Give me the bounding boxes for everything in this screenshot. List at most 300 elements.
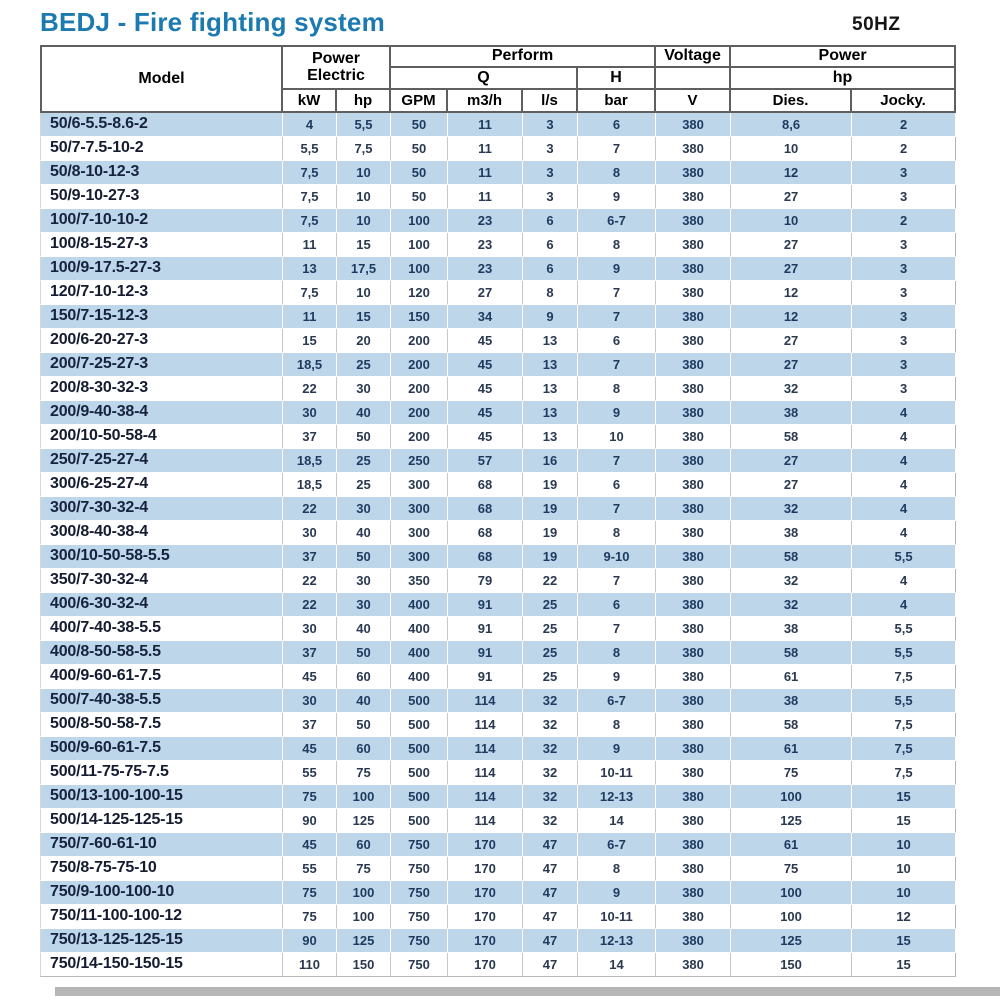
value-cell: 3 [523, 185, 578, 209]
model-cell: 100/8-15-27-3 [40, 233, 283, 257]
table-row [40, 569, 956, 593]
value-cell: 9 [578, 737, 656, 761]
table-row [40, 689, 956, 713]
table-row [40, 185, 956, 209]
value-cell: 9 [523, 305, 578, 329]
value-cell: 170 [448, 881, 523, 905]
value-cell: 7 [578, 617, 656, 641]
table-row [40, 497, 956, 521]
value-cell: 114 [448, 809, 523, 833]
value-cell: 5,5 [283, 137, 337, 161]
value-cell: 3 [523, 161, 578, 185]
value-cell: 22 [283, 593, 337, 617]
value-cell: 15 [852, 929, 956, 953]
table-row [40, 641, 956, 665]
value-cell: 380 [656, 209, 731, 233]
model-cell: 500/7-40-38-5.5 [40, 689, 283, 713]
value-cell: 8 [578, 377, 656, 401]
value-cell: 30 [283, 689, 337, 713]
value-cell: 75 [731, 761, 852, 785]
value-cell: 23 [448, 233, 523, 257]
value-cell: 75 [283, 881, 337, 905]
value-cell: 10 [337, 185, 391, 209]
table-row [40, 905, 956, 929]
value-cell: 7,5 [852, 761, 956, 785]
value-cell: 380 [656, 689, 731, 713]
value-cell: 400 [391, 617, 448, 641]
value-cell: 45 [448, 353, 523, 377]
value-cell: 4 [852, 401, 956, 425]
value-cell: 40 [337, 689, 391, 713]
value-cell: 3 [852, 305, 956, 329]
value-cell: 47 [523, 857, 578, 881]
value-cell: 60 [337, 833, 391, 857]
value-cell: 125 [337, 809, 391, 833]
value-cell: 380 [656, 281, 731, 305]
frequency-label: 50HZ [852, 14, 901, 35]
value-cell: 100 [337, 785, 391, 809]
value-cell: 75 [283, 905, 337, 929]
value-cell: 12 [852, 905, 956, 929]
value-cell: 30 [337, 497, 391, 521]
value-cell: 45 [283, 737, 337, 761]
col-header-q: Q [391, 68, 578, 90]
value-cell: 61 [731, 737, 852, 761]
pump-spec-table [40, 45, 956, 977]
value-cell: 18,5 [283, 473, 337, 497]
value-cell: 25 [523, 617, 578, 641]
value-cell: 34 [448, 305, 523, 329]
col-header-jocky: Jocky. [852, 90, 956, 113]
value-cell: 114 [448, 713, 523, 737]
value-cell: 3 [852, 257, 956, 281]
value-cell: 8 [578, 233, 656, 257]
table-row [40, 593, 956, 617]
value-cell: 38 [731, 401, 852, 425]
value-cell: 3 [852, 377, 956, 401]
model-cell: 750/14-150-150-15 [40, 953, 283, 977]
model-cell: 50/8-10-12-3 [40, 161, 283, 185]
value-cell: 25 [337, 353, 391, 377]
value-cell: 90 [283, 929, 337, 953]
table-row [40, 785, 956, 809]
model-cell: 150/7-15-12-3 [40, 305, 283, 329]
value-cell: 27 [731, 257, 852, 281]
model-cell: 200/9-40-38-4 [40, 401, 283, 425]
value-cell: 91 [448, 641, 523, 665]
value-cell: 2 [852, 137, 956, 161]
value-cell: 380 [656, 809, 731, 833]
value-cell: 380 [656, 329, 731, 353]
value-cell: 100 [731, 881, 852, 905]
value-cell: 45 [448, 425, 523, 449]
value-cell: 110 [283, 953, 337, 977]
value-cell: 750 [391, 953, 448, 977]
col-header-voltage: Voltage [656, 45, 731, 68]
value-cell: 7,5 [283, 161, 337, 185]
model-cell: 200/10-50-58-4 [40, 425, 283, 449]
table-row [40, 329, 956, 353]
value-cell: 22 [523, 569, 578, 593]
model-cell: 750/11-100-100-12 [40, 905, 283, 929]
value-cell: 750 [391, 881, 448, 905]
value-cell: 15 [852, 953, 956, 977]
value-cell: 380 [656, 761, 731, 785]
value-cell: 27 [731, 473, 852, 497]
value-cell: 200 [391, 353, 448, 377]
table-row [40, 401, 956, 425]
table-row [40, 929, 956, 953]
value-cell: 27 [731, 353, 852, 377]
value-cell: 380 [656, 641, 731, 665]
value-cell: 47 [523, 929, 578, 953]
value-cell: 61 [731, 665, 852, 689]
model-cell: 50/9-10-27-3 [40, 185, 283, 209]
value-cell: 9 [578, 257, 656, 281]
value-cell: 300 [391, 473, 448, 497]
value-cell: 10 [852, 857, 956, 881]
col-header-perform: Perform [391, 45, 656, 68]
value-cell: 32 [523, 689, 578, 713]
value-cell: 120 [391, 281, 448, 305]
value-cell: 125 [337, 929, 391, 953]
value-cell: 90 [283, 809, 337, 833]
value-cell: 2 [852, 209, 956, 233]
value-cell: 380 [656, 857, 731, 881]
value-cell: 11 [283, 233, 337, 257]
value-cell: 170 [448, 905, 523, 929]
value-cell: 13 [523, 353, 578, 377]
value-cell: 68 [448, 521, 523, 545]
value-cell: 75 [283, 785, 337, 809]
value-cell: 750 [391, 857, 448, 881]
col-header-power-hp-group: Power [731, 45, 956, 68]
value-cell: 10 [337, 161, 391, 185]
value-cell: 300 [391, 545, 448, 569]
value-cell: 30 [337, 569, 391, 593]
model-cell: 250/7-25-27-4 [40, 449, 283, 473]
value-cell: 15 [283, 329, 337, 353]
value-cell: 380 [656, 833, 731, 857]
value-cell: 7 [578, 497, 656, 521]
value-cell: 12-13 [578, 929, 656, 953]
value-cell: 10-11 [578, 905, 656, 929]
value-cell: 5,5 [852, 689, 956, 713]
value-cell: 5,5 [852, 617, 956, 641]
value-cell: 7 [578, 137, 656, 161]
value-cell: 380 [656, 257, 731, 281]
value-cell: 500 [391, 785, 448, 809]
value-cell: 380 [656, 233, 731, 257]
value-cell: 2 [852, 113, 956, 137]
value-cell: 68 [448, 545, 523, 569]
value-cell: 500 [391, 737, 448, 761]
value-cell: 7,5 [337, 137, 391, 161]
table-row [40, 833, 956, 857]
col-header-h: H [578, 68, 656, 90]
value-cell: 17,5 [337, 257, 391, 281]
value-cell: 6 [578, 593, 656, 617]
value-cell: 60 [337, 737, 391, 761]
table-row [40, 161, 956, 185]
value-cell: 27 [448, 281, 523, 305]
value-cell: 400 [391, 593, 448, 617]
value-cell: 8 [578, 857, 656, 881]
value-cell: 32 [731, 377, 852, 401]
model-cell: 400/7-40-38-5.5 [40, 617, 283, 641]
value-cell: 50 [337, 425, 391, 449]
value-cell: 13 [523, 425, 578, 449]
value-cell: 32 [523, 737, 578, 761]
value-cell: 30 [283, 401, 337, 425]
value-cell: 7,5 [852, 713, 956, 737]
value-cell: 7,5 [283, 281, 337, 305]
value-cell: 30 [283, 521, 337, 545]
value-cell: 47 [523, 905, 578, 929]
power-electric-line1: Power [311, 49, 360, 67]
value-cell: 380 [656, 545, 731, 569]
col-header-m3h: m3/h [448, 90, 523, 113]
table-row [40, 665, 956, 689]
value-cell: 8 [578, 161, 656, 185]
table-row [40, 233, 956, 257]
value-cell: 91 [448, 593, 523, 617]
value-cell: 380 [656, 593, 731, 617]
table-row [40, 881, 956, 905]
value-cell: 11 [283, 305, 337, 329]
value-cell: 19 [523, 521, 578, 545]
table-row [40, 113, 956, 137]
value-cell: 25 [337, 449, 391, 473]
model-cell: 400/6-30-32-4 [40, 593, 283, 617]
value-cell: 380 [656, 713, 731, 737]
value-cell: 125 [731, 929, 852, 953]
value-cell: 380 [656, 449, 731, 473]
value-cell: 40 [337, 401, 391, 425]
model-cell: 750/8-75-75-10 [40, 857, 283, 881]
value-cell: 5,5 [852, 641, 956, 665]
value-cell: 100 [731, 785, 852, 809]
model-cell: 300/6-25-27-4 [40, 473, 283, 497]
value-cell: 10 [731, 137, 852, 161]
table-row [40, 209, 956, 233]
value-cell: 25 [523, 665, 578, 689]
value-cell: 4 [852, 497, 956, 521]
value-cell: 400 [391, 641, 448, 665]
value-cell: 15 [852, 809, 956, 833]
value-cell: 10 [337, 209, 391, 233]
value-cell: 91 [448, 617, 523, 641]
value-cell: 45 [283, 665, 337, 689]
value-cell: 23 [448, 209, 523, 233]
header-row-groups [40, 45, 956, 68]
value-cell: 20 [337, 329, 391, 353]
value-cell: 150 [731, 953, 852, 977]
value-cell: 150 [391, 305, 448, 329]
value-cell: 9 [578, 665, 656, 689]
value-cell: 4 [852, 449, 956, 473]
value-cell: 22 [283, 569, 337, 593]
value-cell: 200 [391, 401, 448, 425]
value-cell: 19 [523, 473, 578, 497]
value-cell: 58 [731, 713, 852, 737]
value-cell: 100 [337, 881, 391, 905]
model-cell: 200/6-20-27-3 [40, 329, 283, 353]
value-cell: 57 [448, 449, 523, 473]
value-cell: 100 [337, 905, 391, 929]
value-cell: 6 [578, 113, 656, 137]
value-cell: 114 [448, 785, 523, 809]
value-cell: 6 [578, 473, 656, 497]
value-cell: 380 [656, 473, 731, 497]
value-cell: 19 [523, 545, 578, 569]
value-cell: 100 [731, 905, 852, 929]
value-cell: 32 [523, 761, 578, 785]
model-cell: 50/6-5.5-8.6-2 [40, 113, 283, 137]
table-row [40, 353, 956, 377]
col-header-power-electric [283, 45, 391, 90]
value-cell: 380 [656, 569, 731, 593]
value-cell: 150 [337, 953, 391, 977]
model-cell: 750/7-60-61-10 [40, 833, 283, 857]
value-cell: 12-13 [578, 785, 656, 809]
value-cell: 19 [523, 497, 578, 521]
value-cell: 170 [448, 833, 523, 857]
value-cell: 3 [852, 281, 956, 305]
value-cell: 100 [391, 257, 448, 281]
value-cell: 3 [852, 161, 956, 185]
value-cell: 6 [523, 233, 578, 257]
value-cell: 250 [391, 449, 448, 473]
value-cell: 8 [578, 641, 656, 665]
value-cell: 200 [391, 425, 448, 449]
value-cell: 30 [337, 593, 391, 617]
model-cell: 500/11-75-75-7.5 [40, 761, 283, 785]
value-cell: 40 [337, 521, 391, 545]
model-cell: 100/7-10-10-2 [40, 209, 283, 233]
col-header-model: Model [40, 45, 283, 113]
value-cell: 114 [448, 689, 523, 713]
model-cell: 300/8-40-38-4 [40, 521, 283, 545]
table-row [40, 473, 956, 497]
value-cell: 7,5 [283, 209, 337, 233]
value-cell: 380 [656, 353, 731, 377]
value-cell: 8 [578, 713, 656, 737]
value-cell: 7 [578, 305, 656, 329]
value-cell: 7,5 [852, 737, 956, 761]
value-cell: 7,5 [283, 185, 337, 209]
value-cell: 5,5 [337, 113, 391, 137]
value-cell: 7 [578, 449, 656, 473]
value-cell: 37 [283, 641, 337, 665]
value-cell: 4 [852, 593, 956, 617]
table-row [40, 737, 956, 761]
col-header-bar: bar [578, 90, 656, 113]
value-cell: 50 [337, 641, 391, 665]
value-cell: 32 [523, 809, 578, 833]
model-cell: 500/8-50-58-7.5 [40, 713, 283, 737]
value-cell: 25 [337, 473, 391, 497]
model-cell: 120/7-10-12-3 [40, 281, 283, 305]
table-row [40, 617, 956, 641]
value-cell: 170 [448, 953, 523, 977]
value-cell: 32 [731, 497, 852, 521]
value-cell: 30 [283, 617, 337, 641]
value-cell: 380 [656, 953, 731, 977]
value-cell: 500 [391, 689, 448, 713]
model-cell: 750/13-125-125-15 [40, 929, 283, 953]
table-row [40, 305, 956, 329]
value-cell: 14 [578, 953, 656, 977]
value-cell: 10 [852, 833, 956, 857]
model-cell: 300/10-50-58-5.5 [40, 545, 283, 569]
table-row [40, 425, 956, 449]
model-cell: 300/7-30-32-4 [40, 497, 283, 521]
value-cell: 3 [852, 329, 956, 353]
value-cell: 380 [656, 425, 731, 449]
value-cell: 380 [656, 497, 731, 521]
value-cell: 170 [448, 929, 523, 953]
value-cell: 9 [578, 881, 656, 905]
value-cell: 50 [337, 713, 391, 737]
value-cell: 47 [523, 881, 578, 905]
value-cell: 11 [448, 161, 523, 185]
value-cell: 10 [337, 281, 391, 305]
value-cell: 3 [852, 353, 956, 377]
table-row [40, 137, 956, 161]
value-cell: 32 [523, 785, 578, 809]
value-cell: 750 [391, 905, 448, 929]
value-cell: 45 [283, 833, 337, 857]
value-cell: 18,5 [283, 449, 337, 473]
value-cell: 11 [448, 137, 523, 161]
value-cell: 11 [448, 185, 523, 209]
model-cell: 500/13-100-100-15 [40, 785, 283, 809]
value-cell: 4 [852, 569, 956, 593]
table-body [40, 113, 956, 977]
model-cell: 350/7-30-32-4 [40, 569, 283, 593]
value-cell: 75 [337, 857, 391, 881]
value-cell: 6 [523, 209, 578, 233]
value-cell: 6 [578, 329, 656, 353]
value-cell: 58 [731, 545, 852, 569]
value-cell: 32 [731, 569, 852, 593]
value-cell: 200 [391, 329, 448, 353]
value-cell: 23 [448, 257, 523, 281]
value-cell: 170 [448, 857, 523, 881]
value-cell: 68 [448, 473, 523, 497]
value-cell: 380 [656, 665, 731, 689]
col-header-gpm: GPM [391, 90, 448, 113]
table-row [40, 449, 956, 473]
value-cell: 7 [578, 569, 656, 593]
value-cell: 380 [656, 617, 731, 641]
value-cell: 200 [391, 377, 448, 401]
value-cell: 30 [337, 377, 391, 401]
voltage-spacer-cell [656, 68, 731, 90]
value-cell: 15 [337, 233, 391, 257]
value-cell: 6-7 [578, 689, 656, 713]
value-cell: 75 [731, 857, 852, 881]
col-header-hp-electric: hp [337, 90, 391, 113]
value-cell: 27 [731, 329, 852, 353]
value-cell: 91 [448, 665, 523, 689]
value-cell: 350 [391, 569, 448, 593]
value-cell: 10 [852, 881, 956, 905]
value-cell: 6 [523, 257, 578, 281]
value-cell: 7 [578, 281, 656, 305]
model-cell: 400/9-60-61-7.5 [40, 665, 283, 689]
